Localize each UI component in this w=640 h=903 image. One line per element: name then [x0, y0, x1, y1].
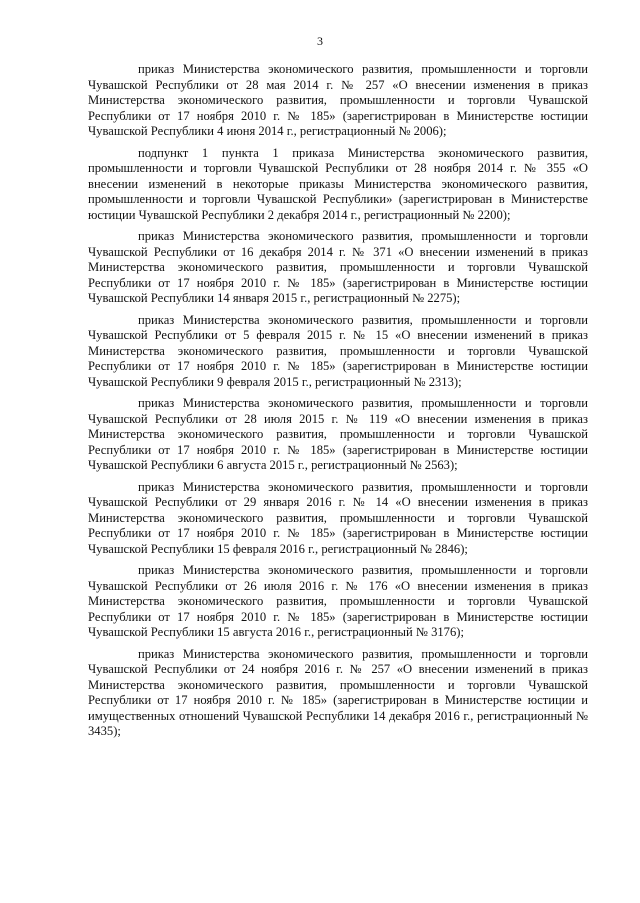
page-number: 3 [317, 34, 323, 48]
paragraph-order-257-2016: приказ Министерства экономического развития, промышленности и торговли Чувашской Республики от 24 ноября 2016 г. № 257 «О внесении изменений в приказ Министерства экономического развития, промышленности и торговли Чувашской Республики от 17 ноября 2010 г. № 185» (зарегистрирован в Министерстве юстиции и имущественных отношений Чувашской Республики 14 декабря 2016 г., регистрационный № 3435); [88, 646, 588, 738]
paragraph-order-371-2014: приказ Министерства экономического развития, промышленности и торговли Чувашской Республики от 16 декабря 2014 г. № 371 «О внесении изменений в приказ Министерства экономического развития, промышленности и торговли Чувашской Республики от 17 ноября 2010 г. № 185» (зарегистрирован в Министерстве юстиции Чувашской Республики 14 января 2015 г., регистрационный № 2275); [88, 229, 588, 305]
paragraph-order-176-2016: приказ Министерства экономического развития, промышленности и торговли Чувашской Республики от 26 июля 2016 г. № 176 «О внесении изменения в приказ Министерства экономического развития, промышленности и торговли Чувашской Республики от 17 ноября 2010 г. № 185» (зарегистрирован в Министерстве юстиции Чувашской Республики 15 августа 2016 г., регистрационный № 3176); [88, 563, 588, 639]
paragraph-order-257-2014: приказ Министерства экономического развития, промышленности и торговли Чувашской Республики от 28 мая 2014 г. № 257 «О внесении изменения в приказ Министерства экономического развития, промышленности и торговли Чувашской Республики от 17 ноября 2010 г. № 185» (зарегистрирован в Министерстве юстиции Чувашской Республики 4 июня 2014 г., регистрационный № 2006); [88, 62, 588, 138]
paragraph-order-119-2015: приказ Министерства экономического развития, промышленности и торговли Чувашской Республики от 28 июля 2015 г. № 119 «О внесении изменения в приказ Министерства экономического развития, промышленности и торговли Чувашской Республики от 17 ноября 2010 г. № 185» (зарегистрирован в Министерстве юстиции Чувашской Республики 6 августа 2015 г., регистрационный № 2563); [88, 396, 588, 472]
document-body [88, 62, 588, 746]
paragraph-order-14-2016: приказ Министерства экономического развития, промышленности и торговли Чувашской Республики от 29 января 2016 г. № 14 «О внесении изменения в приказ Министерства экономического развития, промышленности и торговли Чувашской Республики от 17 ноября 2010 г. № 185» (зарегистрирован в Министерстве юстиции Чувашской Республики 15 февраля 2016 г., регистрационный № 2846); [88, 479, 588, 556]
paragraph-order-15-2015: приказ Министерства экономического развития, промышленности и торговли Чувашской Республики от 5 февраля 2015 г. № 15 «О внесении изменений в приказ Министерства экономического развития, промышленности и торговли Чувашской Республики от 17 ноября 2010 г. № 185» (зарегистрирован в Министерстве юстиции Чувашской Республики 9 февраля 2015 г., регистрационный № 2313); [88, 312, 588, 389]
paragraph-order-355-2014: подпункт 1 пункта 1 приказа Министерства экономического развития, промышленности и торговли Чувашской Республики от 28 ноября 2014 г. № 355 «О внесении изменений в некоторые приказы Министерства экономического развития, промышленности и торговли Чувашской Республики» (зарегистрирован в Министерстве юстиции Чувашской Республики 2 декабря 2014 г., регистрационный № 2200); [88, 145, 588, 222]
